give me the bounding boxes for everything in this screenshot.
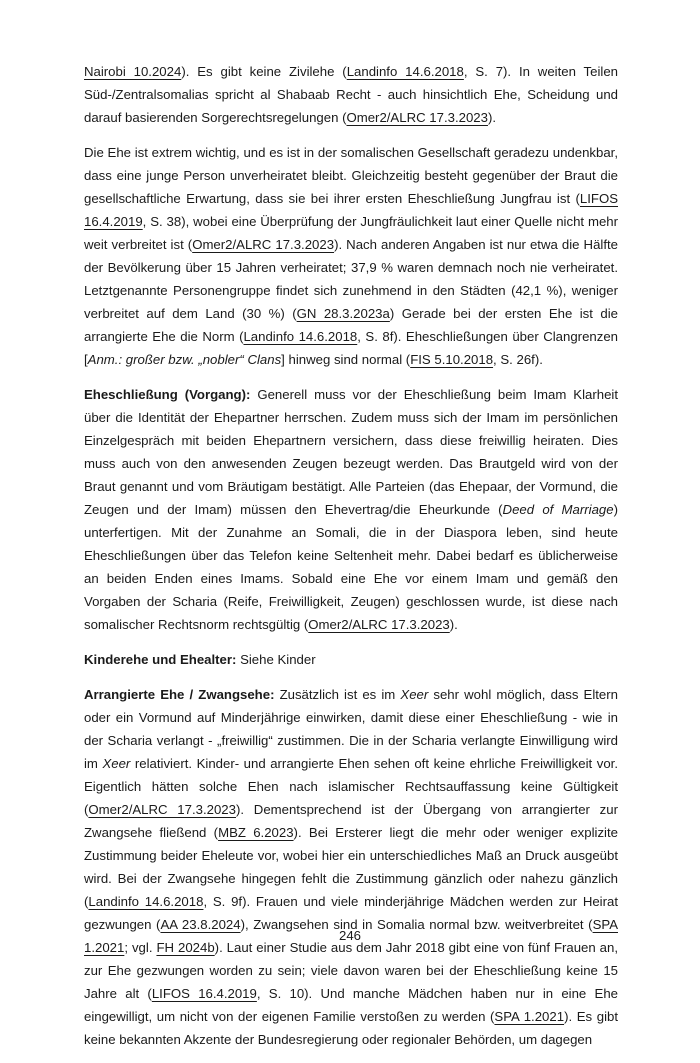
body-text: ). Dementsprechend ist der Übergang von arrangierter zur Zwangsehe fließend ( <box>84 802 618 840</box>
body-text: , S. 7). In weiten Teilen Süd-/Zentralsomalias spricht al Shabaab Recht - auch hinsichtlich Ehe, Scheidung und darauf basierenden Sorgerechtsregelungen ( <box>84 64 619 125</box>
body-text: , S. 38), wobei eine Überprüfung der Jungfräulichkeit laut einer Quelle nicht mehr weit verbreitet ist ( <box>84 214 618 252</box>
source-reference-link[interactable]: Omer2/ALRC 17.3.2023 <box>308 617 450 632</box>
section-heading: Kinderehe und Ehealter: <box>84 652 237 667</box>
source-reference-link[interactable]: Landinfo 14.6.2018 <box>88 894 204 909</box>
body-text: ). <box>449 617 458 632</box>
body-text: ). Bei Ersterer liegt die mehr oder weniger explizite Zustimmung beider Eheleute vor, wobei hier ein unterschiedliches Maß an Druck ausgeübt wird. Bei der Zwangsehe hingegen fehlt die Zustimmung gänzlich oder nahezu gänzlich ( <box>84 825 618 909</box>
body-text: , S. 8f). Eheschließungen über Clangrenzen [ <box>84 329 619 367</box>
body-text: ). Es gibt keine Zivilehe ( <box>181 64 347 79</box>
source-reference-link[interactable]: Omer2/ALRC 17.3.2023 <box>346 110 488 125</box>
source-reference-link[interactable]: Omer2/ALRC 17.3.2023 <box>192 237 335 252</box>
body-text: ). Nach anderen Angaben ist nur etwa die Hälfte der Bevölkerung über 15 Jahren verheiratet; 37,9 % waren demnach noch nie verheiratet. Letztgenannte Personengruppe findet sich zunehmend in den Städten (42,1 %), weniger verbreitet auf dem Land (30 %) ( <box>84 237 618 321</box>
paragraph-marriage-procedure <box>84 383 618 636</box>
source-reference-link[interactable]: LIFOS 16.4.2019 <box>151 986 257 1001</box>
page-number: 246 <box>338 928 361 943</box>
source-reference-link[interactable]: AA 23.8.2024 <box>160 917 241 932</box>
body-text: Die Ehe ist extrem wichtig, und es ist in der somalischen Gesellschaft geradezu undenkbar, dass eine junge Person unverheiratet bleibt. Gleichzeitig besteht gegenüber der Braut die gesellschaftliche Erwartung, dass sie bei ihrer ersten Eheschließung Jungfrau ist ( <box>84 145 618 206</box>
source-reference-link[interactable]: Omer2/ALRC 17.3.2023 <box>88 802 236 817</box>
body-text: ; vgl. <box>124 940 157 955</box>
body-text: , S. 10). Und manche Mädchen haben nur in eine Ehe eingewilligt, um nicht von der eigenen Familie verstoßen zu werden ( <box>84 986 618 1024</box>
section-heading: Eheschließung (Vorgang): <box>84 387 251 402</box>
source-reference-link[interactable]: LIFOS 16.4.2019 <box>84 191 618 229</box>
source-reference-link[interactable]: SPA 1.2021 <box>494 1009 565 1024</box>
emphasized-text: Xeer <box>102 756 131 771</box>
body-text: ) unterfertigen. Mit der Zunahme an Somali, die in der Diaspora leben, sind heute Eheschließungen über das Telefon keine Seltenheit mehr. Dabei bedarf es üblicherweise an beiden Enden eines Imams. Sobald eine Ehe vor einem Imam und gemäß den Vorgaben der Scharia (Reife, Freiwilligkeit, Zeugen) geschlossen wurde, ist diese nach somalischer Rechtsnorm rechtsgültig ( <box>84 502 618 632</box>
paragraph-marriage-law <box>84 60 618 129</box>
emphasized-text: Xeer <box>400 687 429 702</box>
body-text: Generell muss vor der Eheschließung beim Imam Klarheit über die Identität der Ehepartner herrschen. Zudem muss sich der Imam im persönlichen Einzelgespräch mit beiden Ehepartnern versichern, dass diese freiwillig heiraten. Dies muss auch von den anwesenden Zeugen bezeugt werden. Das Brautgeld wird von der Braut genannt und vom Bräutigam bestätigt. Alle Parteien (das Ehepaar, der Vormund, die Zeugen und der Imam) müssen den Ehevertrag/die Eheurkunde ( <box>84 387 618 517</box>
body-text: ). Laut einer Studie aus dem Jahr 2018 gibt eine von fünf Frauen an, zur Ehe gezwungen worden zu sein; viele davon waren bei der Eheschließung keine 15 Jahre alt ( <box>84 940 619 1001</box>
body-text: ] hinweg sind normal ( <box>281 352 411 367</box>
body-text: ) Gerade bei der ersten Ehe ist die arrangierte Ehe die Norm ( <box>84 306 618 344</box>
source-reference-link[interactable]: MBZ 6.2023 <box>218 825 294 840</box>
source-reference-link[interactable]: Landinfo 14.6.2018 <box>346 64 464 79</box>
emphasized-text: Anm.: großer bzw. „nobler“ Clans <box>87 352 282 367</box>
body-text: Siehe Kinder <box>236 652 316 667</box>
body-text: , S. 9f). Frauen und viele minderjährige Mädchen werden zur Heirat gezwungen ( <box>84 894 618 932</box>
source-reference-link[interactable]: SPA 1.2021 <box>84 917 618 955</box>
paragraph-child-marriage <box>84 648 618 671</box>
emphasized-text: Deed of Marriage <box>502 502 614 517</box>
body-text: relativiert. Kinder- und arrangierte Ehen sehen oft keine ehrliche Freiwilligkeit vor. Eigentlich hätten solche Ehen nach islamischer Rechtsauffassung keine Gültigkeit ( <box>84 756 618 817</box>
source-reference-link[interactable]: FIS 5.10.2018 <box>410 352 494 367</box>
section-heading: Arrangierte Ehe / Zwangsehe: <box>84 687 275 702</box>
source-reference-link[interactable]: GN 28.3.2023a <box>296 306 390 321</box>
source-reference-link[interactable]: Landinfo 14.6.2018 <box>243 329 358 344</box>
source-reference-link[interactable]: Nairobi 10.2024 <box>84 64 182 79</box>
body-text: Zusätzlich ist es im <box>274 687 401 702</box>
body-text: sehr wohl möglich, dass Eltern oder ein Vormund auf Minderjährige einwirken, damit diese einer Eheschließung - wie in der Scharia verlangt - „freiwillig“ zustimmen. Die in der Scharia verlangte Einwilligung wird im <box>84 687 618 771</box>
document-body <box>84 60 618 1063</box>
body-text: , S. 26f). <box>493 352 543 367</box>
paragraph-forced-marriage <box>84 683 618 1051</box>
body-text: ). <box>487 110 497 125</box>
body-text: ), Zwangsehen sind in Somalia normal bzw. weitverbreitet ( <box>240 917 593 932</box>
paragraph-marriage-importance <box>84 141 618 371</box>
source-reference-link[interactable]: FH 2024b <box>156 940 215 955</box>
body-text: ). Es gibt keine bekannten Akzente der Bundesregierung oder regionaler Behörden, um dagegen <box>84 1009 618 1047</box>
